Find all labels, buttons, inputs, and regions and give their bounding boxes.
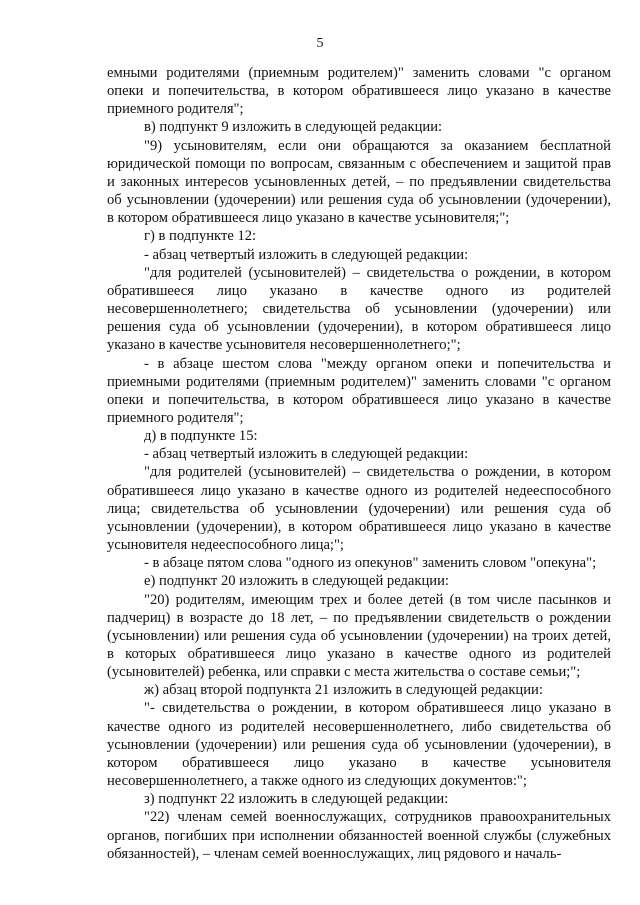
paragraph: "- свидетельства о рождении, в котором обратившееся лицо указано в качестве одного из родителей несовершеннолетнего, либо свидетельства об усыновлении (удочерении) или решения суда об усыновлении (удочерении), в котором обратившееся лицо указано в качестве усыновителя несовершеннолетнего, а также одного из следующих документов:"; — [107, 700, 611, 790]
paragraph: г) в подпункте 12: — [144, 228, 257, 245]
paragraph: в) подпункт 9 изложить в следующей редакции: — [144, 119, 443, 136]
document-body — [107, 64, 611, 863]
paragraph: з) подпункт 22 изложить в следующей редакции: — [144, 791, 449, 808]
paragraph: "для родителей (усыновителей) – свидетельства о рождении, в котором обратившееся лицо указано в качестве одного из родителей несовершеннолетнего; свидетельства об усыновлении (удочерении) или решения суда об усыновлении (удочерении), в котором обратившееся лицо указано в качестве усыновителя несовершеннолетнего;"; — [107, 264, 611, 354]
paragraph: емными родителями (приемным родителем)" заменить словами "с органом опеки и попечительства, в котором обратившееся лицо указано в качестве приемного родителя"; — [107, 65, 611, 118]
paragraph: "9) усыновителям, если они обращаются за оказанием бесплатной юридической помощи по вопросам, связанным с обеспечением и защитой прав и законных интересов усыновленных детей, – по предъявлении свидетельства об усыновлении (удочерении) или решения суда об усыновлении (удочерении), в котором обратившееся лицо указано в качестве усыновителя;"; — [107, 137, 611, 227]
paragraph: е) подпункт 20 изложить в следующей редакции: — [144, 573, 449, 590]
page-number: 5 — [316, 36, 324, 51]
paragraph: "20) родителям, имеющим трех и более детей (в том числе пасынков и падчериц) в возрасте до 18 лет, – по предъявлении свидетельств о рождении (усыновлении) или решения суда об усыновлении (удочерении) на троих детей, в которых обратившееся лицо указано в качестве одного из родителей (усыновителей) ребенка, или справки с места жительства о составе семьи;"; — [107, 591, 611, 681]
paragraph: "22) членам семей военнослужащих, сотрудников правоохранительных органов, погибших при исполнении обязанностей военной службы (служебных обязанностей), – членам семей военнослужащих, лиц рядового и началь- — [107, 809, 611, 862]
paragraph: - в абзаце пятом слова "одного из опекунов" заменить словом "опекуна"; — [144, 555, 597, 572]
paragraph: д) в подпункте 15: — [144, 428, 258, 445]
paragraph: - абзац четвертый изложить в следующей редакции: — [144, 246, 469, 263]
paragraph: ж) абзац второй подпункта 21 изложить в следующей редакции: — [144, 682, 543, 699]
paragraph: "для родителей (усыновителей) – свидетельства о рождении, в котором обратившееся лицо указано в качестве одного из родителей недееспособного лица; свидетельства об усыновлении (удочерении) или решения суда об усыновлении (удочерении), в котором обратившееся лицо указано в качестве усыновителя недееспособного лица;"; — [107, 464, 611, 554]
paragraph: - в абзаце шестом слова "между органом опеки и попечительства и приемными родителями (приемным родителем)" заменить словами "с органом опеки и попечительства, в котором обратившееся лицо указано в качестве приемного родителя"; — [107, 355, 611, 426]
paragraph: - абзац четвертый изложить в следующей редакции: — [144, 446, 469, 463]
